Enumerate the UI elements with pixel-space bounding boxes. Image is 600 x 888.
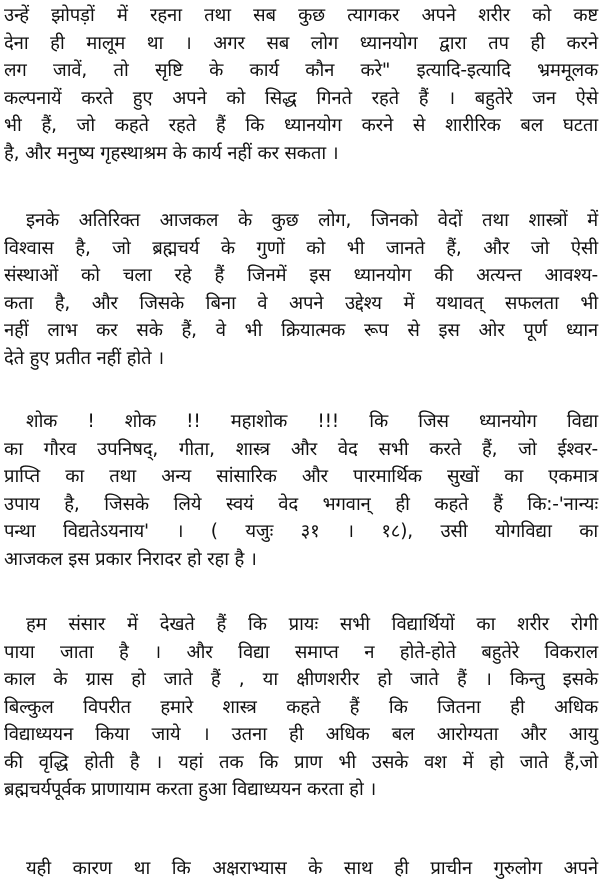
paragraph-3 bbox=[4, 408, 598, 573]
text-line: आजकल इस प्रकार निरादर हो रहा है । bbox=[4, 548, 257, 570]
text-line: देते हुए प्रतीत नहीं होते । bbox=[4, 347, 164, 369]
text-line: विद्याध्ययन किया जाये । उतना ही अधिक बल आरोग्यता और आयु bbox=[4, 724, 598, 745]
text-line: यही कारण था कि अक्षराभ्यास के साथ ही प्राचीन गुरुलोग अपने bbox=[26, 858, 598, 879]
text-line: कल्पनायें करते हुए अपने को सिद्ध गिनते रहते हैं । बहुतेरे जन ऐसे bbox=[4, 87, 598, 109]
text-line: संस्थाओं को चला रहे हैं जिनमें इस ध्यानयोग की अत्यन्त आवश्य- bbox=[4, 265, 598, 286]
text-line: हम संसार में देखते हैं कि प्रायः सभी विद्यार्थियों का शरीर रोगी bbox=[26, 614, 598, 635]
text-line: है, और मनुष्य गृहस्थाश्रम के कार्य नहीं कर सकता । bbox=[4, 142, 339, 164]
text-line: पन्था विद्यतेऽयनाय' । ( यजुः ३१ । १८), उसी योगविद्या का bbox=[4, 521, 598, 542]
paragraph-2 bbox=[4, 207, 598, 372]
paragraph-4 bbox=[4, 611, 598, 804]
text-line: शोक ! शोक !! महाशोक !!! कि जिस ध्यानयोग विद्या bbox=[26, 411, 598, 432]
text-line: विश्वास है, जो ब्रह्मचर्य के गुणों को भी जानते हैं, और जो ऐसी bbox=[4, 237, 598, 259]
text-line: का गौरव उपनिषद्, गीता, शास्त्र और वेद सभी करते हैं, जो ईश्वर- bbox=[4, 438, 598, 460]
text-line: पाया जाता है । और विद्या समाप्त न होते-होते बहुतेरे विकराल bbox=[4, 641, 598, 663]
text-line: इनके अतिरिक्त आजकल के कुछ लोग, जिनको वेदों तथा शास्त्रों में bbox=[26, 210, 598, 231]
text-line: उन्हें झोपड़ों में रहना तथा सब कुछ त्यागकर अपने शरीर को कष्ट bbox=[4, 5, 598, 26]
text-line: बिल्कुल विपरीत हमारे शास्त्र कहते हैं कि जितना ही अधिक bbox=[4, 696, 598, 718]
text-line: काल के ग्रास हो जाते हैं , या क्षीणशरीर हो जाते हैं । किन्तु इसके bbox=[4, 669, 598, 690]
text-line: लग जावें, तो सृष्टि के कार्य कौन करे" इत्यादि-इत्यादि भ्रममूलक bbox=[4, 60, 598, 81]
text-line: ब्रह्मचर्यपूर्वक प्राणायाम करता हुआ विद्याध्ययन करता हो । bbox=[4, 779, 377, 800]
text-line: भी हैं, जो कहते रहते हैं कि ध्यानयोग करने से शारीरिक बल घटता bbox=[4, 115, 598, 136]
text-line: कता है, और जिसके बिना वे अपने उद्देश्य में यथावत् सफलता भी bbox=[4, 292, 598, 314]
paragraph-5 bbox=[4, 855, 598, 883]
paragraph-1 bbox=[4, 2, 598, 167]
text-line: की वृद्धि होती है । यहां तक कि प्राण भी उसके वश में हो जाते हैं,जो bbox=[4, 751, 598, 773]
text-line: उपाय है, जिसके लिये स्वयं वेद भगवान् ही कहते हैं कि:-'नान्यः bbox=[4, 493, 598, 515]
text-line: प्राप्ति का तथा अन्य सांसारिक और पारमार्थिक सुखों का एकमात्र bbox=[4, 466, 598, 487]
text-line: नहीं लाभ कर सके हैं, वे भी क्रियात्मक रूप से इस ओर पूर्ण ध्यान bbox=[4, 320, 598, 341]
text-line: देना ही मालूम था । अगर सब लोग ध्यानयोग द्वारा तप ही करने bbox=[4, 32, 598, 54]
